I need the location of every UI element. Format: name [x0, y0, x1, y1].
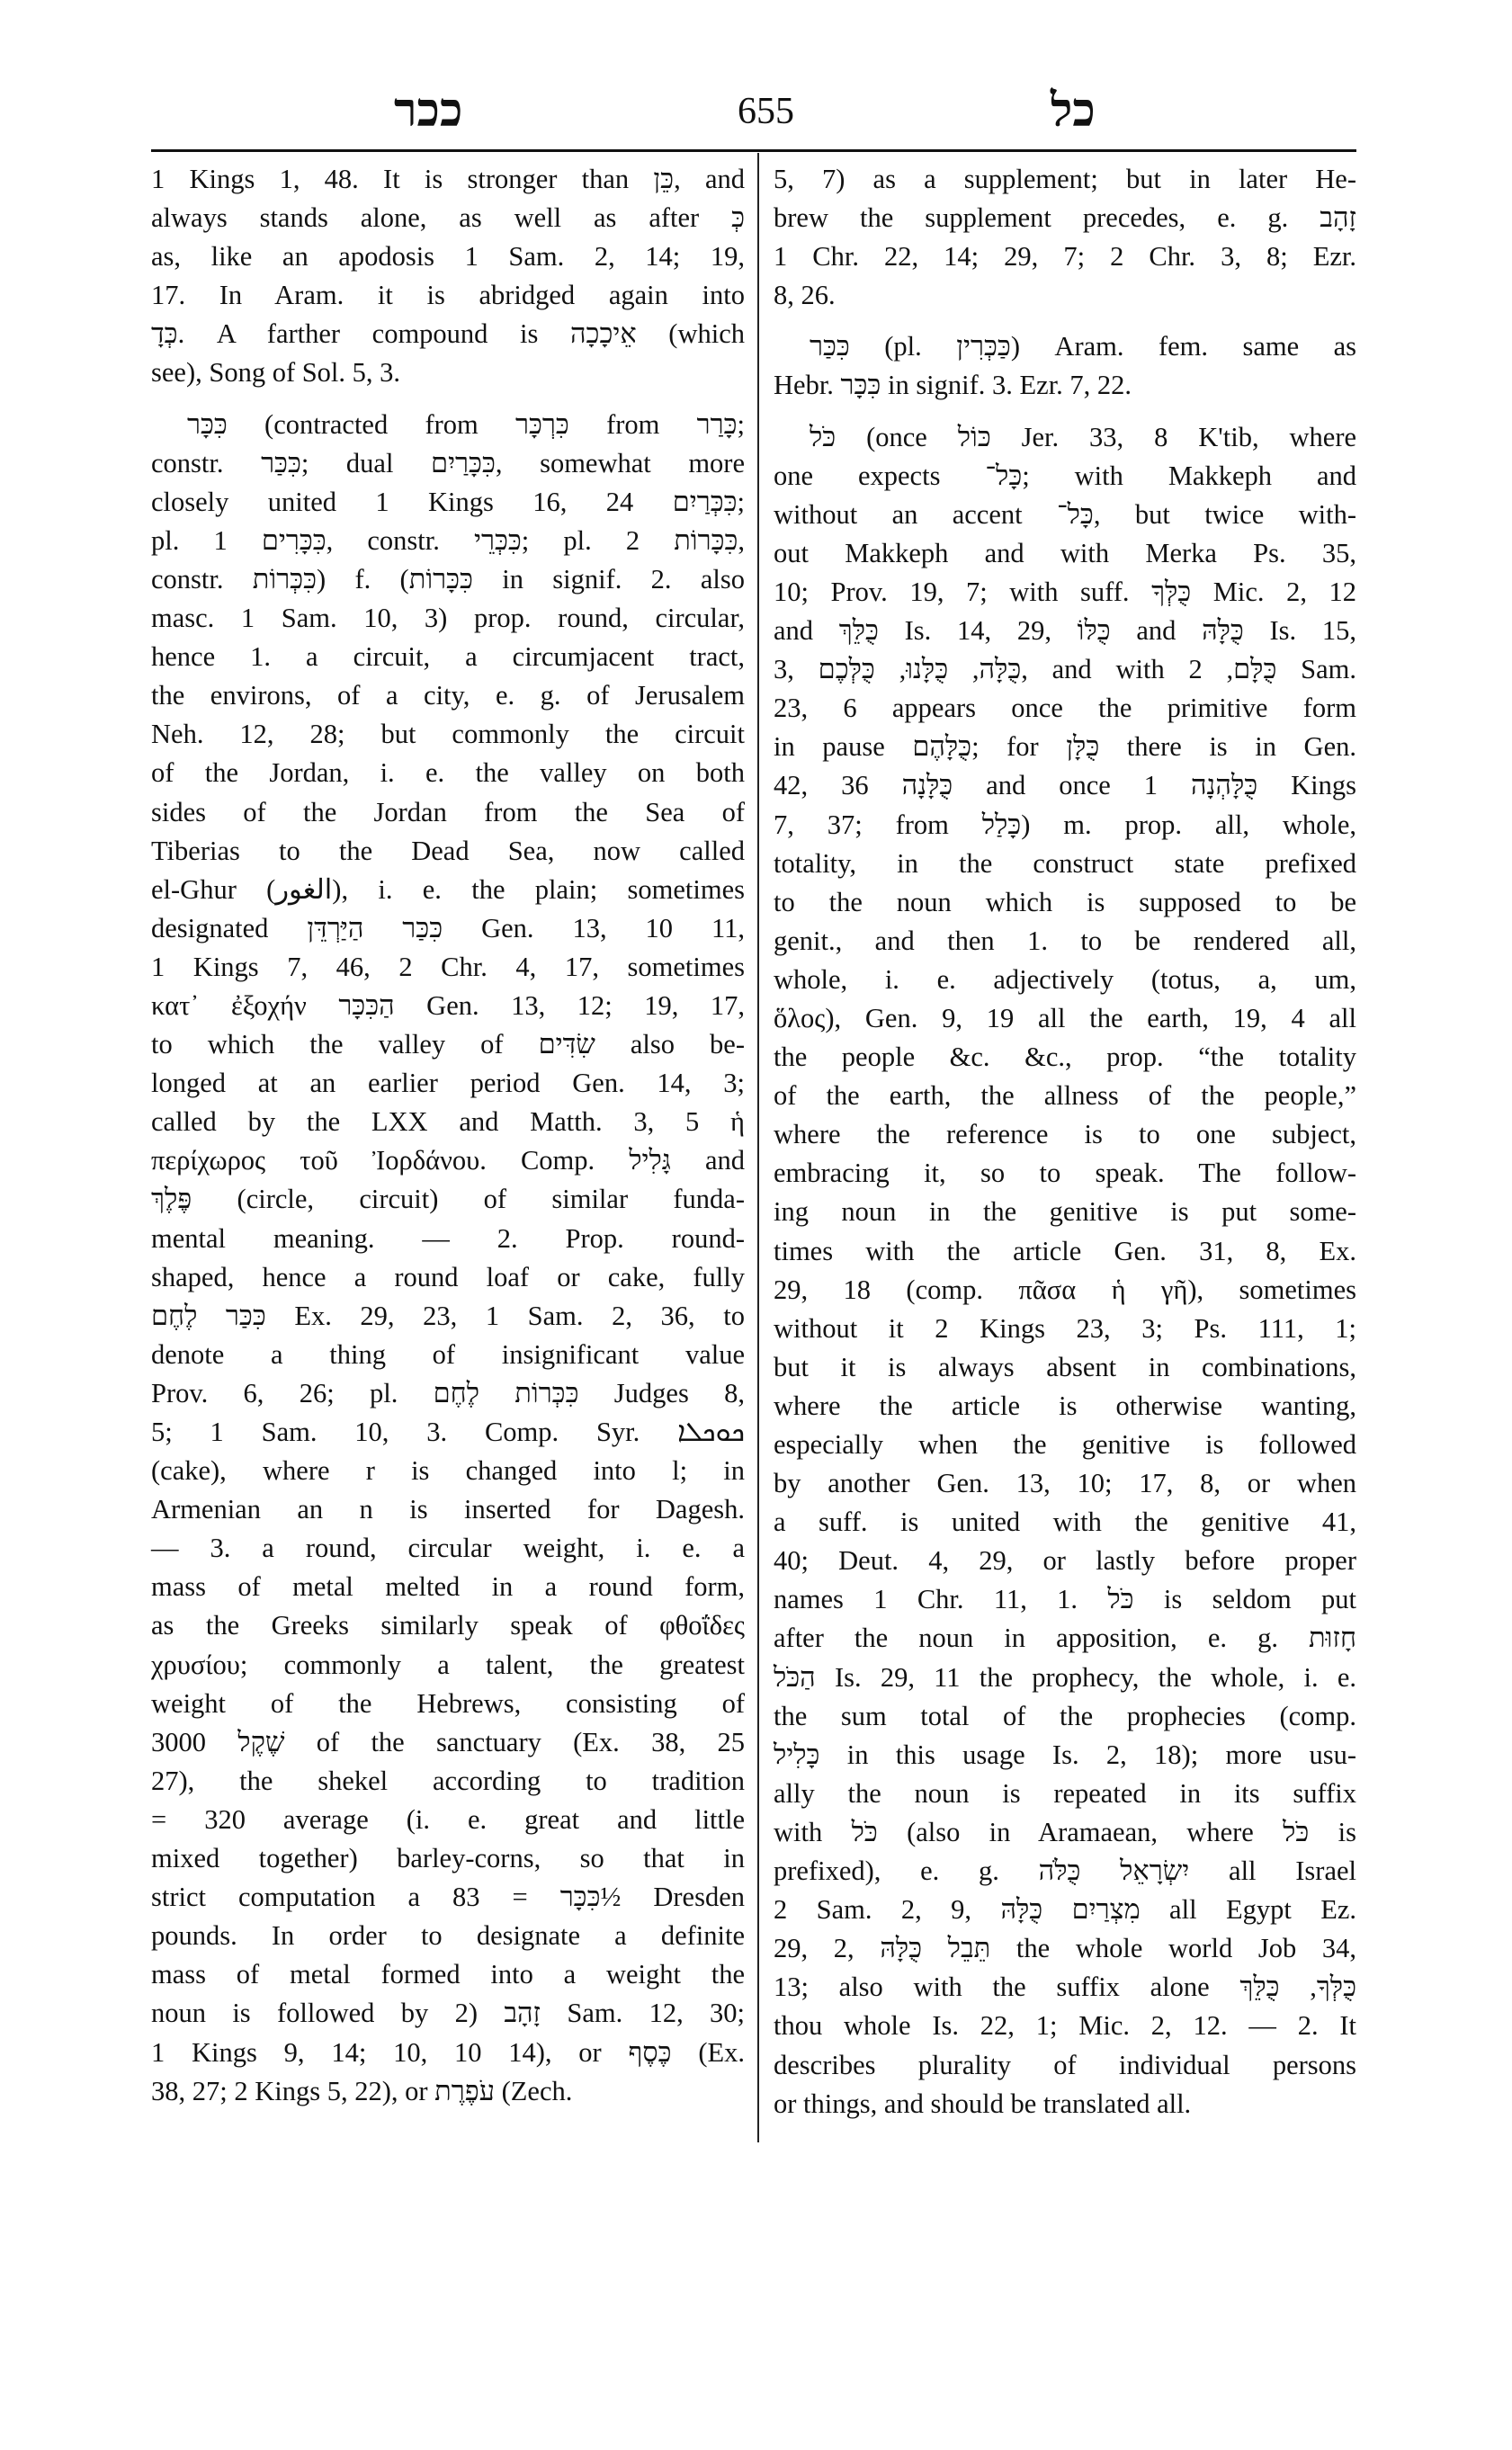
text-line: 7, 37; from כָּלַל) m. prop. all, whole, — [774, 809, 1356, 840]
text-line: as the Greeks similarly speak of φθοΐδες — [151, 1610, 745, 1641]
text-line: to the noun which is supposed to be — [774, 886, 1356, 917]
text-line: פֶּלֶךְ (circle, circuit) of similar funda- — [151, 1184, 745, 1215]
text-line: כִּכַּר (pl. כַּכְּרִין) Aram. fem. same as — [810, 331, 1356, 362]
text-line: 29, 18 (comp. πᾶσα ἡ γῆ), sometimes — [774, 1274, 1356, 1305]
text-line: totality, in the construct state prefixed — [774, 847, 1356, 879]
text-line: noun is followed by זָהָב (2 Sam. 12, 30; — [151, 1998, 745, 2029]
text-line: the sum total of the prophecies (comp. — [774, 1700, 1356, 1731]
text-line: longed at an earlier period Gen. 14, 3; — [151, 1068, 745, 1099]
text-line: mass of metal formed into a weight the — [151, 1959, 745, 1990]
text-line: the people &c. &c., prop. “the totality — [774, 1042, 1356, 1073]
text-line: 2 Sam. 2, 9, מִצְרַיִם כֻּלָּהּ all Egypt Ez. — [774, 1894, 1356, 1926]
text-line: called by the LXX and Matth. 3, 5 ἡ — [151, 1106, 745, 1138]
text-line: as, like an apodosis 1 Sam. 2, 14; 19, — [151, 241, 745, 273]
text-line: Prov. 6, 26; pl. כִּכְּרוֹת לֶחֶם Judges 8, — [151, 1377, 745, 1408]
column-divider — [757, 153, 759, 2142]
text-line: to which the valley of שִׂדִּים also be- — [151, 1029, 745, 1060]
text-line: constr. כִּכְּרוֹת) f. (כִּכָּרוֹת in signif. 2. also — [151, 563, 745, 595]
text-line: pounds. In order to designate a definite — [151, 1920, 745, 1952]
text-line: 42, 36 כֻּלָּנָה and once כֻּלָּהְנָה 1 Kings — [774, 770, 1356, 801]
entry-gap — [774, 406, 1356, 418]
entry-gap — [151, 393, 745, 406]
text-line: hence 1. a circuit, a circumjacent tract, — [151, 641, 745, 673]
text-line: designated כִּכַּר הַיַּרְדֵּן Gen. 13, 10 11, — [151, 912, 745, 943]
text-line: כִּכַּר לֶחֶם Ex. 29, 23, 1 Sam. 2, 36, to — [151, 1300, 745, 1331]
text-line: כָּלִיל in this usage Is. 2, 18); more usu- — [774, 1739, 1356, 1770]
text-line: thou whole Is. 22, 1; Mic. 2, 12. — 2. It — [774, 2010, 1356, 2042]
text-line: Hebr. כִּכָּר in signif. 3. Ezr. 7, 22. — [774, 370, 1132, 401]
text-line: 10; Prov. 19, 7; with suff. כֻּלְּךָ Mic. 2, 12 — [774, 576, 1356, 607]
text-line: mixed together) barley-corns, so that in — [151, 1843, 745, 1874]
text-line: כִּכָּר (contracted from כִּרְכָּר from כָּרַר; — [187, 408, 745, 440]
text-line: embracing it, so to speak. The follow- — [774, 1158, 1356, 1189]
text-line: Armenian an n is inserted for Dagesh. — [151, 1494, 745, 1525]
text-line: 1 Chr. 22, 14; 29, 7; 2 Chr. 3, 8; Ezr. — [774, 241, 1356, 273]
text-line: Neh. 12, 28; but commonly the circuit — [151, 719, 745, 750]
text-line: of the Jordan, i. e. the valley on both — [151, 757, 745, 789]
text-line: without it 2 Kings 23, 3; Ps. 111, 1; — [774, 1312, 1356, 1344]
text-line: χρυσίου; commonly a talent, the greatest — [151, 1649, 745, 1680]
text-line: or things, and should be translated all. — [774, 2088, 1192, 2119]
text-line: pl. 1 כִּכָּרִים, constr. כִּכְּרֵי; pl. 2 כִּכָּרוֹת, — [151, 524, 746, 556]
page-number: 655 — [738, 91, 794, 132]
entry-gap — [774, 315, 1356, 327]
text-line: one expects כָּל־; with Makkeph and — [774, 460, 1356, 491]
text-line: 1 Kings 1, 48. It is stronger than כֵּן, and — [151, 164, 745, 194]
text-line: ing noun in the genitive is put some- — [774, 1196, 1356, 1228]
text-line: el-Ghur (الغور), i. e. the plain; sometimes — [151, 873, 745, 905]
text-line: where the reference is to one subject, — [774, 1119, 1356, 1150]
text-line: whole, i. e. adjectively (totus, a, um, — [774, 963, 1356, 995]
text-line: denote a thing of insignificant value — [151, 1338, 745, 1370]
text-line: masc. 1 Sam. 10, 3) prop. round, circular, — [151, 603, 745, 634]
header-rule — [151, 149, 1356, 152]
text-line: prefixed), e. g. יִשְׂרָאֵל כֻּלֹּה all Israel — [774, 1855, 1356, 1887]
text-line: mental meaning. — 2. Prop. round- — [151, 1222, 745, 1254]
text-line: sides of the Jordan from the Sea of — [151, 796, 745, 827]
text-line: 1 Kings 7, 46, 2 Chr. 4, 17, sometimes — [151, 951, 745, 982]
text-line: 5, 7) as a supplement; but in later He- — [774, 164, 1356, 194]
text-line: with כֹּל (also in Aramaean, where כֹּל is — [774, 1816, 1356, 1847]
text-line: strict computation a כִּכָּר = 83½ Dresden — [151, 1882, 745, 1913]
left-column — [151, 160, 745, 2111]
text-line: = 320 average (i. e. great and little — [151, 1803, 745, 1835]
text-line: 27), the shekel according to tradition — [151, 1765, 745, 1796]
text-line: but it is always absent in combinations, — [774, 1351, 1356, 1382]
text-line: περίχωρος τοῦ Ἰορδάνου. Comp. גָּלִיל and — [151, 1145, 745, 1176]
text-line: in pause כֻּלָּהֶם; for כֻּלָּן there is in Gen. — [774, 731, 1356, 763]
text-line: where the article is otherwise wanting, — [774, 1390, 1356, 1421]
text-line: a suff. is united with the genitive 41, — [774, 1507, 1356, 1538]
text-line: by another Gen. 13, 10; 17, 8, or when — [774, 1468, 1356, 1499]
text-line: describes plurality of individual persons — [774, 2049, 1356, 2080]
text-line: times with the article Gen. 31, 8, Ex. — [774, 1235, 1356, 1266]
text-line: especially when the genitive is followed — [774, 1429, 1356, 1460]
text-line: κατ᾽ ἐξοχήν הַכִּכָּר Gen. 13, 12; 19, 17, — [151, 989, 746, 1021]
text-line: 13; also with the suffix alone כֻּלְּךָ, כֻּלֵּךְ — [774, 1972, 1356, 2003]
text-line: closely united 1 Kings 16, 24 כִּכְּרַיִם; — [151, 486, 745, 517]
text-line: after the noun in apposition, e. g. חָזוּת — [774, 1623, 1356, 1654]
text-line: names 1 Chr. 11, 1. כֹּל is seldom put — [774, 1584, 1356, 1615]
text-line: 5; 1 Sam. 10, 3. Comp. Syr. ܟܘܟܠܐ — [151, 1417, 745, 1447]
running-headword-right: כל — [1051, 83, 1096, 138]
text-line: 3, כֻּלָּה, כֻּלָּנוּ, כֻּלְּכֶם, and with כֻּלָּם, 2 Sam. — [774, 654, 1356, 685]
text-line: constr. כִּכַּר; dual כִּכָּרַיִם, somewhat more — [151, 447, 745, 478]
text-line: 1 Kings 9, 14; 10, 10 14), or כֶּסֶף (Ex. — [151, 2036, 745, 2068]
text-line: (cake), where r is changed into l; in — [151, 1455, 745, 1487]
text-line: כֹּל (once כּוֹל Jer. 33, 8 K'tib, where — [810, 421, 1357, 452]
running-headword-left: ככר — [394, 83, 463, 138]
text-line: ally the noun is repeated in its suffix — [774, 1777, 1356, 1809]
text-line: הַכֹּל Is. 29, 11 the prophecy, the whole, i. e. — [774, 1661, 1356, 1693]
text-line: genit., and then 1. to be rendered all, — [774, 925, 1356, 956]
text-line: 3000 שֶׁקֶל of the sanctuary (Ex. 38, 25 — [151, 1726, 746, 1757]
text-line: of the earth, the allness of the people,” — [774, 1080, 1356, 1112]
text-line: out Makkeph and with Merka Ps. 35, — [774, 537, 1356, 568]
text-line: Tiberias to the Dead Sea, now called — [151, 835, 745, 866]
text-line: mass of metal melted in a round form, — [151, 1571, 745, 1603]
text-line: always stands alone, as well as after כְּ — [151, 202, 745, 234]
text-line: shaped, hence a round loaf or cake, fully — [151, 1261, 745, 1292]
text-line: the environs, of a city, e. g. of Jerusalem — [151, 680, 745, 711]
text-line: weight of the Hebrews, consisting of — [151, 1687, 745, 1719]
text-line: 40; Deut. 4, 29, or lastly before proper — [774, 1545, 1356, 1577]
right-column — [774, 160, 1356, 2124]
text-line: and כֻּלֵּךְ Is. 14, 29, כֻּלּוֹ and כֻּלָּהּ Is. 15, — [774, 615, 1356, 647]
page-header — [151, 81, 1356, 149]
text-line: כְּדָ. A farther compound is אֵיכָכָה (which — [151, 318, 745, 350]
text-line: ὅλος), Gen. 9, 19 all the earth, 19, 4 all — [774, 1002, 1356, 1033]
text-line: 29, 2, תֵּבֵל כֻּלָּהּ the whole world Job 34, — [774, 1933, 1356, 1964]
text-line: — 3. a round, circular weight, i. e. a — [151, 1533, 745, 1564]
text-line: brew the supplement precedes, e. g. זָהָב — [774, 202, 1356, 234]
text-line: 38, 27; 2 Kings 5, 22), or עֹפֶרֶת (Zech. — [151, 2075, 573, 2106]
text-line: without an accent כָּל־, but twice with- — [774, 498, 1356, 530]
text-line: 8, 26. — [774, 280, 836, 311]
text-line: see), Song of Sol. 5, 3. — [151, 357, 401, 389]
text-line: 17. In Aram. it is abridged again into — [151, 280, 745, 311]
text-line: 23, 6 appears once the primitive form — [774, 693, 1356, 724]
